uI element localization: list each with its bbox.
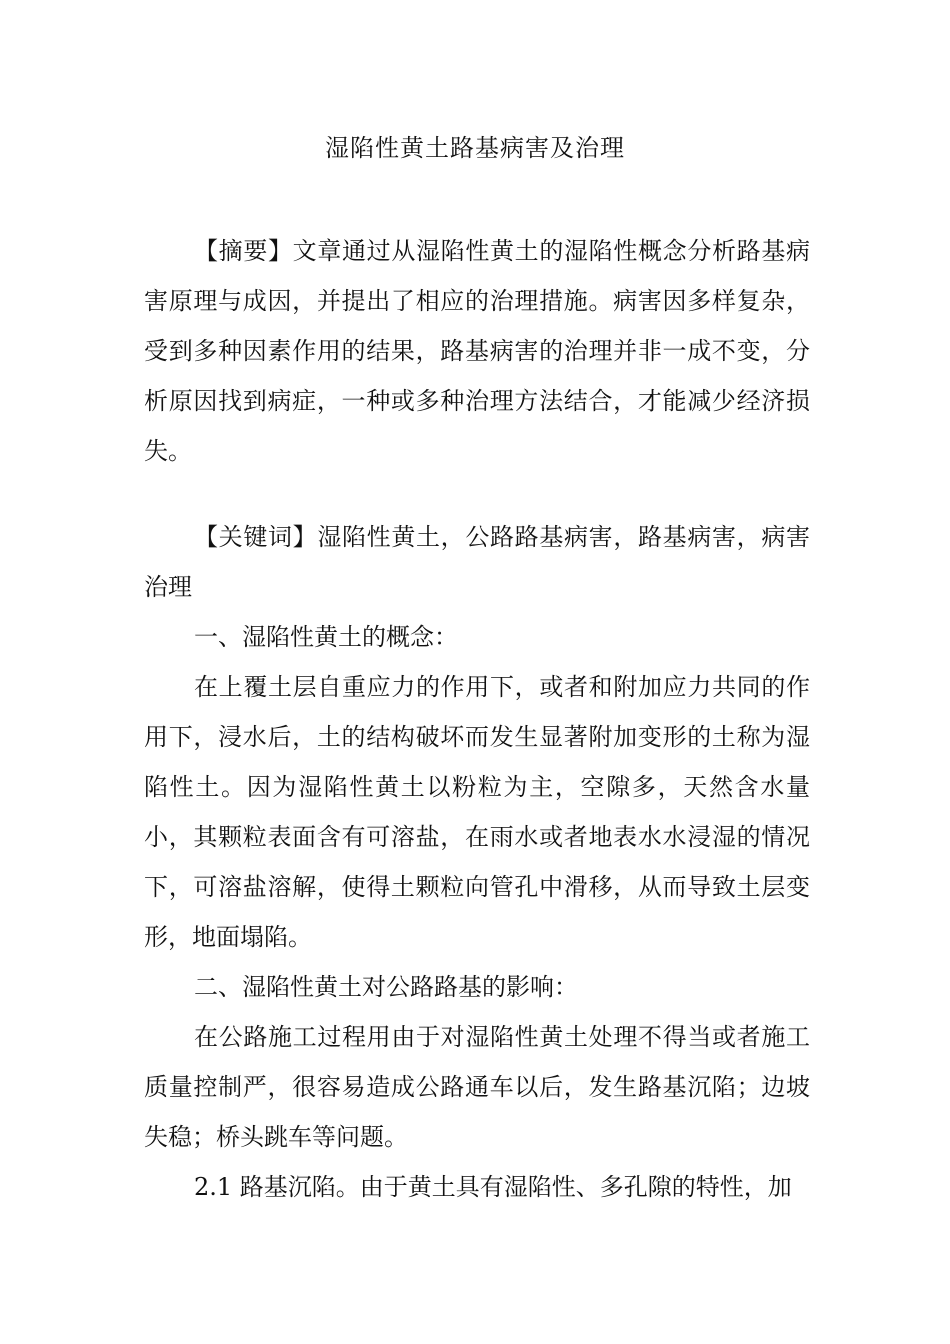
section-heading-2: 二、湿陷性黄土对公路路基的影响： [194,973,578,1001]
abstract-paragraph: 【摘要】文章通过从湿陷性黄土的湿陷性概念分析路基病害原理与成因，并提出了相应的治理措施。病害因多样复杂，受到多种因素作用的结果，路基病害的治理并非一成不变，分析原因找到病症，一种或多种治理方法结合，才能减少经济损失。 [144,237,810,465]
document-body [144,226,810,1212]
body-paragraph: 在公路施工过程用由于对湿陷性黄土处理不得当或者施工质量控制严，很容易造成公路通车以后，发生路基沉陷；边坡失稳；桥头跳车等问题。 [144,1023,810,1151]
section-heading-1: 一、湿陷性黄土的概念： [194,623,458,651]
keywords-paragraph: 【关键词】湿陷性黄土，公路路基病害，路基病害，病害治理 [144,523,810,601]
document-title: 湿陷性黄土路基病害及治理 [325,134,625,162]
body-paragraph: 在上覆土层自重应力的作用下，或者和附加应力共同的作用下，浸水后，土的结构破坏而发生显著附加变形的土称为湿陷性土。因为湿陷性黄土以粉粒为主，空隙多，天然含水量小，其颗粒表面含有可溶盐，在雨水或者地表水水浸湿的情况下，可溶盐溶解，使得土颗粒向管孔中滑移，从而导致土层变形，地面塌陷。 [144,673,810,951]
subsection-paragraph: 2.1 路基沉陷。由于黄土具有湿陷性、多孔隙的特性，加 [194,1173,792,1201]
